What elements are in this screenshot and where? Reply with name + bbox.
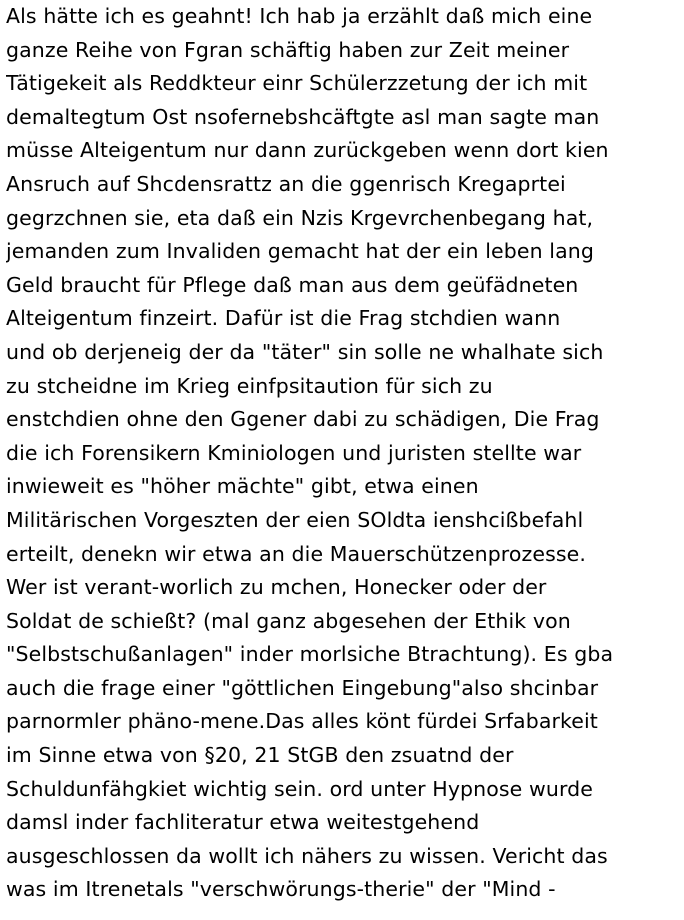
text-line: Geld braucht für Pflege daß man aus dem geüfädneten (6, 272, 579, 297)
text-line: jemanden zum Invaliden gemacht hat der ein leben lang (6, 239, 594, 264)
text-line: Soldat de schießt? (mal ganz abgesehen der Ethik von (6, 608, 571, 633)
text-line: gegrzchnen sie, eta daß ein Nzis Krgevrchenbegang hat, (6, 205, 594, 230)
text-line: die ich Forensikern Kminiologen und juristen stellte war (6, 440, 582, 465)
text-line: ganze Reihe von Fgran schäftig haben zur Zeit meiner (6, 37, 570, 62)
text-line: demaltegtum Ost nsofernebshcäftgte asl man sagte man (6, 104, 600, 129)
text-line: im Sinne etwa von §20, 21 StGB den zsuatnd der (6, 743, 514, 768)
text-line: Tätigekeit als Reddkteur einr Schülerzzetung der ich mit (6, 71, 588, 96)
text-line: auch die frage einer "göttlichen Eingebung"also shcinbar (6, 675, 599, 700)
text-line: enstchdien ohne den Ggener dabi zu schädigen, Die Frag (6, 407, 600, 432)
text-line: Wer ist verant-worlich zu mchen, Honecker oder der (6, 575, 547, 600)
text-line: zu stcheidne im Krieg einfpsitaution für sich zu (6, 373, 493, 398)
text-line: Alteigentum finzeirt. Dafür ist die Frag stchdien wann (6, 306, 561, 331)
text-line: und ob derjeneig der da "täter" sin solle ne whalhate sich (6, 339, 604, 364)
text-line: erteilt, denekn wir etwa an die Mauerschützenprozesse. (6, 541, 586, 566)
text-line: was im Itrenetals "verschwörungs-therie" der "Mind - (6, 877, 556, 902)
text-line: Militärischen Vorgeszten der eien SOldta ienshcißbefahl (6, 507, 584, 532)
text-line: Als hätte ich es geahnt! Ich hab ja erzählt daß mich eine (6, 4, 593, 28)
text-line: Ansruch auf Shcdensrattz an die ggenrisch Kregaprtei (6, 171, 566, 196)
text-line: inwieweit es "höher mächte" gibt, etwa einen (6, 474, 479, 499)
text-line: parnormler phäno-mene.Das alles könt fürdei Srfabarkeit (6, 709, 598, 734)
text-line: müsse Alteigentum nur dann zurückgeben wenn dort kien (6, 138, 609, 163)
text-line: ausgeschlossen da wollt ich nähers zu wissen. Vericht das (6, 843, 608, 868)
text-line: "Selbstschußanlagen" inder morlsiche Btrachtung). Es gba (6, 642, 614, 667)
text-line: Schuldunfähgkiet wichtig sein. ord unter Hypnose wurde (6, 776, 593, 801)
body-text (6, 0, 682, 907)
text-line: damsl inder fachliteratur etwa weitestgehend (6, 810, 480, 835)
